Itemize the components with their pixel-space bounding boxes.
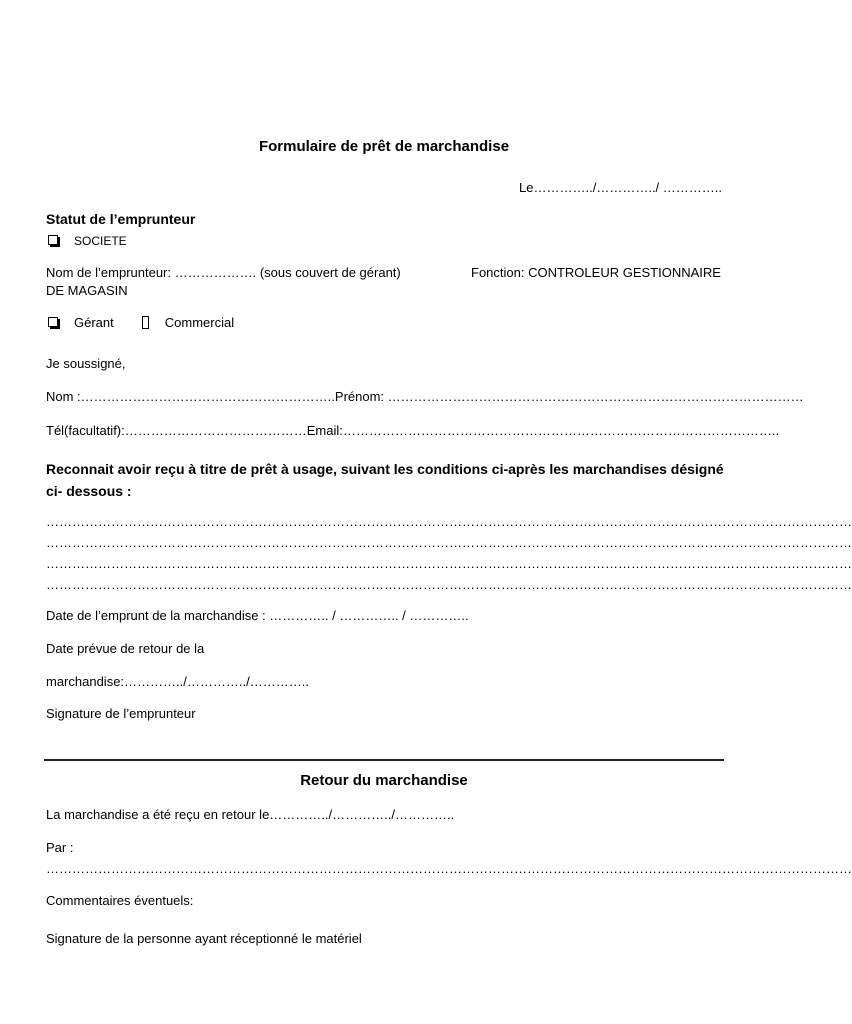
date-retour-2: marchandise:…………../…………../………….. (46, 674, 309, 689)
checkbox-gerant-icon[interactable] (48, 317, 58, 327)
par-label: Par : (46, 840, 74, 855)
statut-heading: Statut de l’emprunteur (46, 211, 196, 227)
signature-receptionnaire: Signature de la personne ayant réceptionné le matériel (46, 931, 362, 946)
fonction: Fonction: CONTROLEUR GESTIONNAIRE (471, 265, 721, 280)
checkbox-commercial-icon[interactable] (142, 316, 149, 329)
checkbox-icon[interactable] (48, 235, 58, 245)
nom-prenom-line: Nom :…………………………………………………..Prénom: …………………………………………………………………………………… (46, 389, 804, 404)
option-gerant-label: Gérant (74, 315, 114, 330)
options-role (48, 315, 234, 331)
tel-email-line: Tél(facultatif):……………………………………Email:……………………………………………………………………………………….. (46, 423, 780, 438)
dotted-line-1: …………………………………………………………………………………………………………………………………………………………………… (46, 514, 852, 529)
section-divider (44, 759, 724, 761)
date-retour-1: Date prévue de retour de la (46, 641, 205, 656)
option-commercial-label: Commercial (164, 315, 235, 330)
option-societe[interactable] (48, 233, 127, 249)
reconnait-line-1: Reconnait avoir reçu à titre de prêt à usage, suivant les conditions ci-après les marchandises désigné (46, 461, 724, 477)
date-emprunt: Date de l’emprunt de la marchandise : ………….. / ………….. / ………….. (46, 608, 469, 623)
dotted-line-4: …………………………………………………………………………………………………………………………………………………………………… (46, 577, 852, 592)
date-line: Le…………../…………../ ………….. (519, 180, 722, 195)
fonction-cont: DE MAGASIN (46, 283, 128, 298)
dotted-line-2: …………………………………………………………………………………………………………………………………………………………………… (46, 535, 852, 550)
je-soussigne: Je soussigné, (46, 356, 126, 371)
dotted-line-3: …………………………………………………………………………………………………………………………………………………………………… (46, 556, 852, 571)
retour-heading: Retour du marchandise (300, 772, 468, 789)
form-title: Formulaire de prêt de marchandise (258, 138, 510, 155)
signature-emprunteur: Signature de l’emprunteur (46, 706, 196, 721)
reconnait-line-2: ci- dessous : (46, 483, 132, 499)
par-dotted-line: …………………………………………………………………………………………………………………………………………………………………… (46, 861, 852, 876)
nom-emprunteur: Nom de l’emprunteur: ………………. (sous couvert de gérant) (46, 265, 401, 280)
option-societe-label: SOCIETE (74, 234, 127, 248)
recu-le-line: La marchandise a été reçu en retour le…………../…………../………….. (46, 807, 455, 822)
commentaires-label: Commentaires éventuels: (46, 893, 194, 908)
